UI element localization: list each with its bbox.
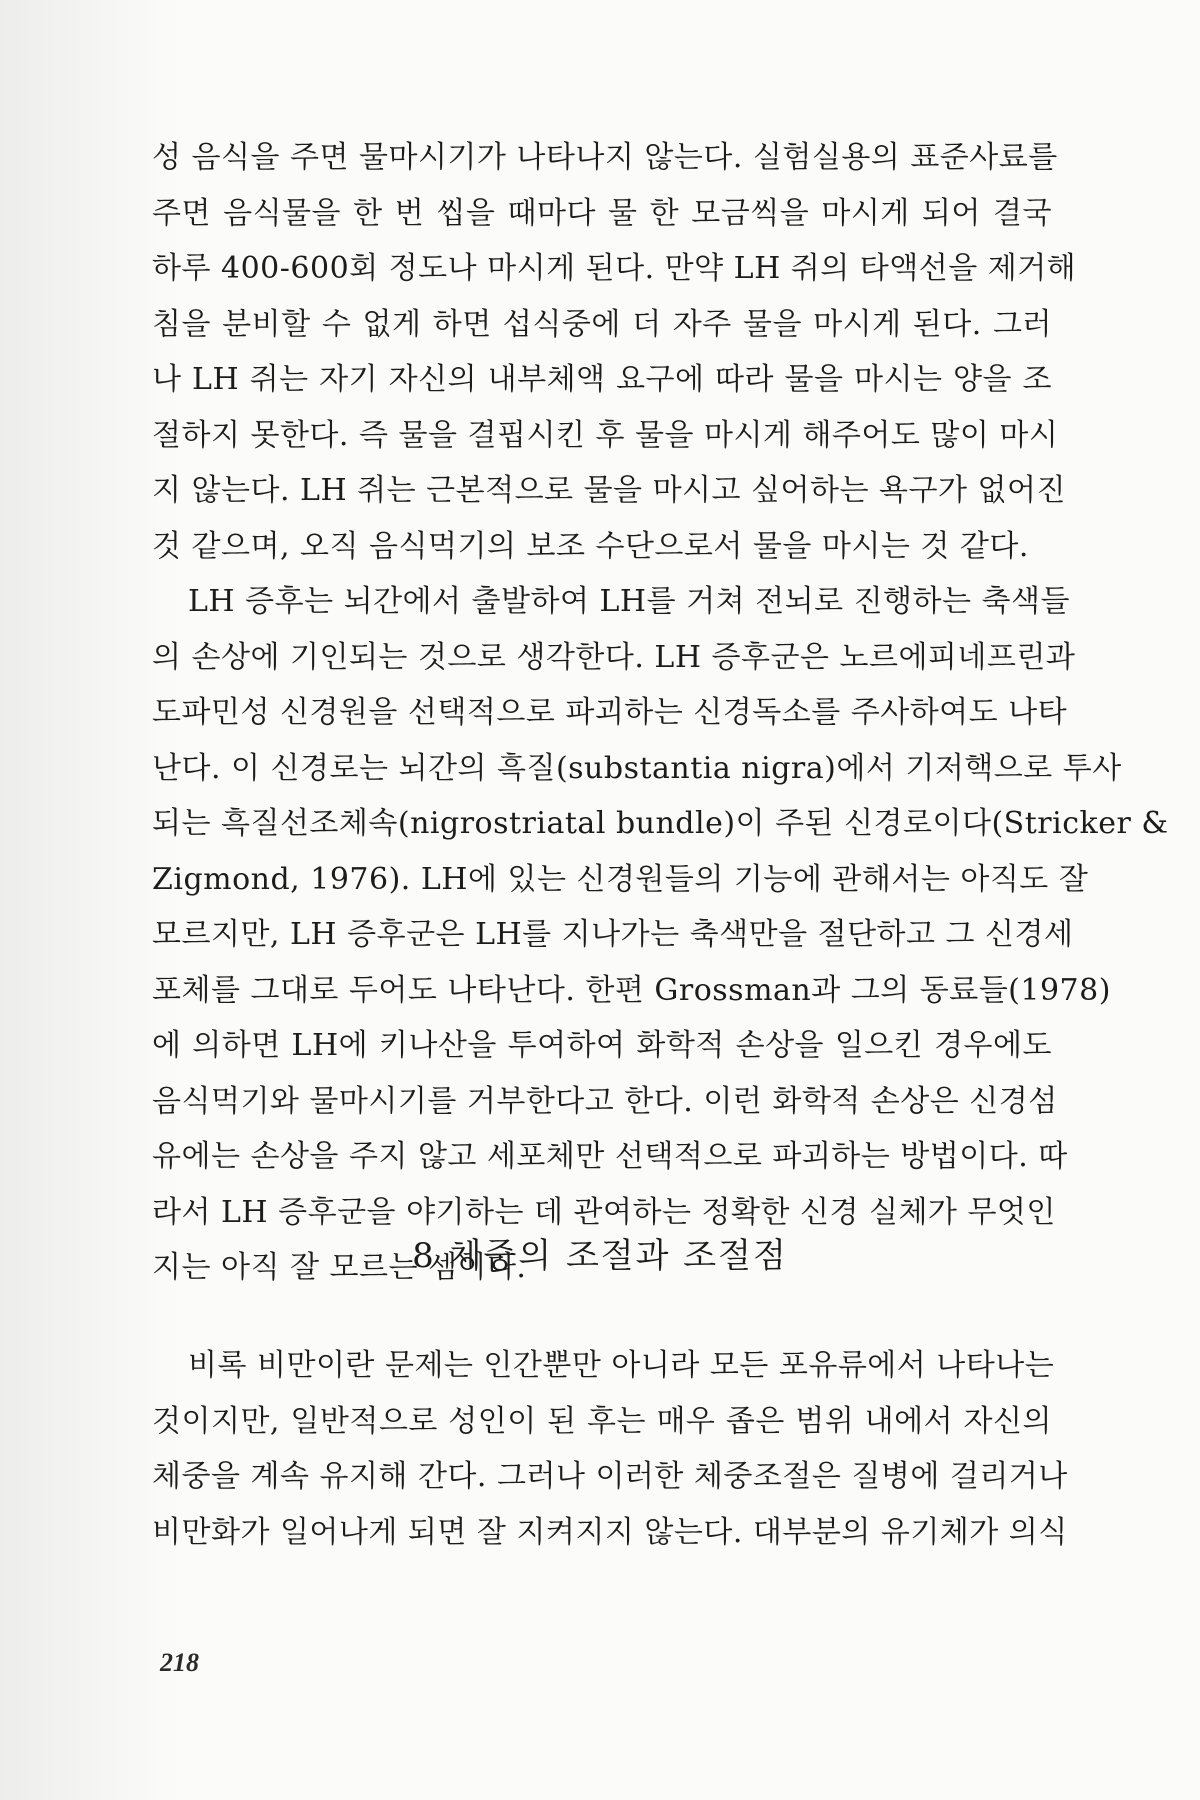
text-line: 난다. 이 신경로는 뇌간의 흑질(substantia nigra)에서 기저핵으로 투사 bbox=[152, 750, 1122, 786]
text-line: 포체를 그대로 두어도 나타난다. 한편 Grossman과 그의 동료들(1978) bbox=[152, 972, 1111, 1008]
text-line: LH 증후는 뇌간에서 출발하여 LH를 거쳐 전뇌로 진행하는 축색들 bbox=[188, 584, 1070, 619]
text-line: 것 같으며, 오직 음식먹기의 보조 수단으로서 물을 마시는 것 같다. bbox=[152, 528, 1029, 564]
text-line: 지는 아직 잘 모르는 셈이다. bbox=[152, 1250, 527, 1285]
text-line: 도파민성 신경원을 선택적으로 파괴하는 신경독소를 주사하여도 나타 bbox=[152, 695, 1068, 730]
text-line: 하루 400-600회 정도나 마시게 된다. 만약 LH 쥐의 타액선을 제거해 bbox=[152, 251, 1077, 286]
text-line: 비만화가 일어나게 되면 잘 지켜지지 않는다. 대부분의 유기체가 의식 bbox=[152, 1514, 1068, 1550]
text-line: 에 의하면 LH에 키나산을 투여하여 화학적 손상을 일으킨 경우에도 bbox=[152, 1028, 1052, 1063]
text-line: 절하지 못한다. 즉 물을 결핍시킨 후 물을 마시게 해주어도 많이 마시 bbox=[152, 417, 1059, 453]
text-line: 비록 비만이란 문제는 인간뿐만 아니라 모든 포유류에서 나타나는 bbox=[188, 1348, 1055, 1383]
body-text-bottom bbox=[152, 1338, 1068, 1560]
text-line: 침을 분비할 수 없게 하면 섭식중에 더 자주 물을 마시게 된다. 그러 bbox=[152, 306, 1052, 342]
text-line: 나 LH 쥐는 자기 자신의 내부체액 요구에 따라 물을 마시는 양을 조 bbox=[152, 362, 1052, 397]
text-line: 모르지만, LH 증후군은 LH를 지나가는 축색만을 절단하고 그 신경세 bbox=[152, 917, 1074, 952]
text-line: 주면 음식물을 한 번 씹을 때마다 물 한 모금씩을 마시게 되어 결국 bbox=[152, 195, 1052, 231]
text-line: 의 손상에 기인되는 것으로 생각한다. LH 증후군은 노르에피네프린과 bbox=[152, 639, 1076, 675]
section-heading: 8 체중의 조절과 조절점 bbox=[412, 1236, 788, 1276]
page-number: 218 bbox=[160, 1648, 199, 1677]
text-line: Zigmond, 1976). LH에 있는 신경원들의 기능에 관해서는 아직도 잘 bbox=[152, 861, 1089, 897]
text-line: 되는 흑질선조체속(nigrostriatal bundle)이 주된 신경로이다(Stricker & bbox=[152, 806, 1169, 841]
text-line: 유에는 손상을 주지 않고 세포체만 선택적으로 파괴하는 방법이다. 따 bbox=[152, 1139, 1068, 1174]
text-line: 것이지만, 일반적으로 성인이 된 후는 매우 좁은 범위 내에서 자신의 bbox=[152, 1403, 1052, 1439]
text-line: 성 음식을 주면 물마시기가 나타나지 않는다. 실험실용의 표준사료를 bbox=[152, 140, 1058, 175]
body-text-top bbox=[152, 130, 1169, 1296]
text-line: 체중을 계속 유지해 간다. 그러나 이러한 체중조절은 질병에 걸리거나 bbox=[152, 1459, 1068, 1494]
text-line: 라서 LH 증후군을 야기하는 데 관여하는 정확한 신경 실체가 무엇인 bbox=[152, 1194, 1056, 1230]
text-line: 음식먹기와 물마시기를 거부한다고 한다. 이런 화학적 손상은 신경섬 bbox=[152, 1083, 1058, 1119]
text-line: 지 않는다. LH 쥐는 근본적으로 물을 마시고 싶어하는 욕구가 없어진 bbox=[152, 473, 1066, 508]
